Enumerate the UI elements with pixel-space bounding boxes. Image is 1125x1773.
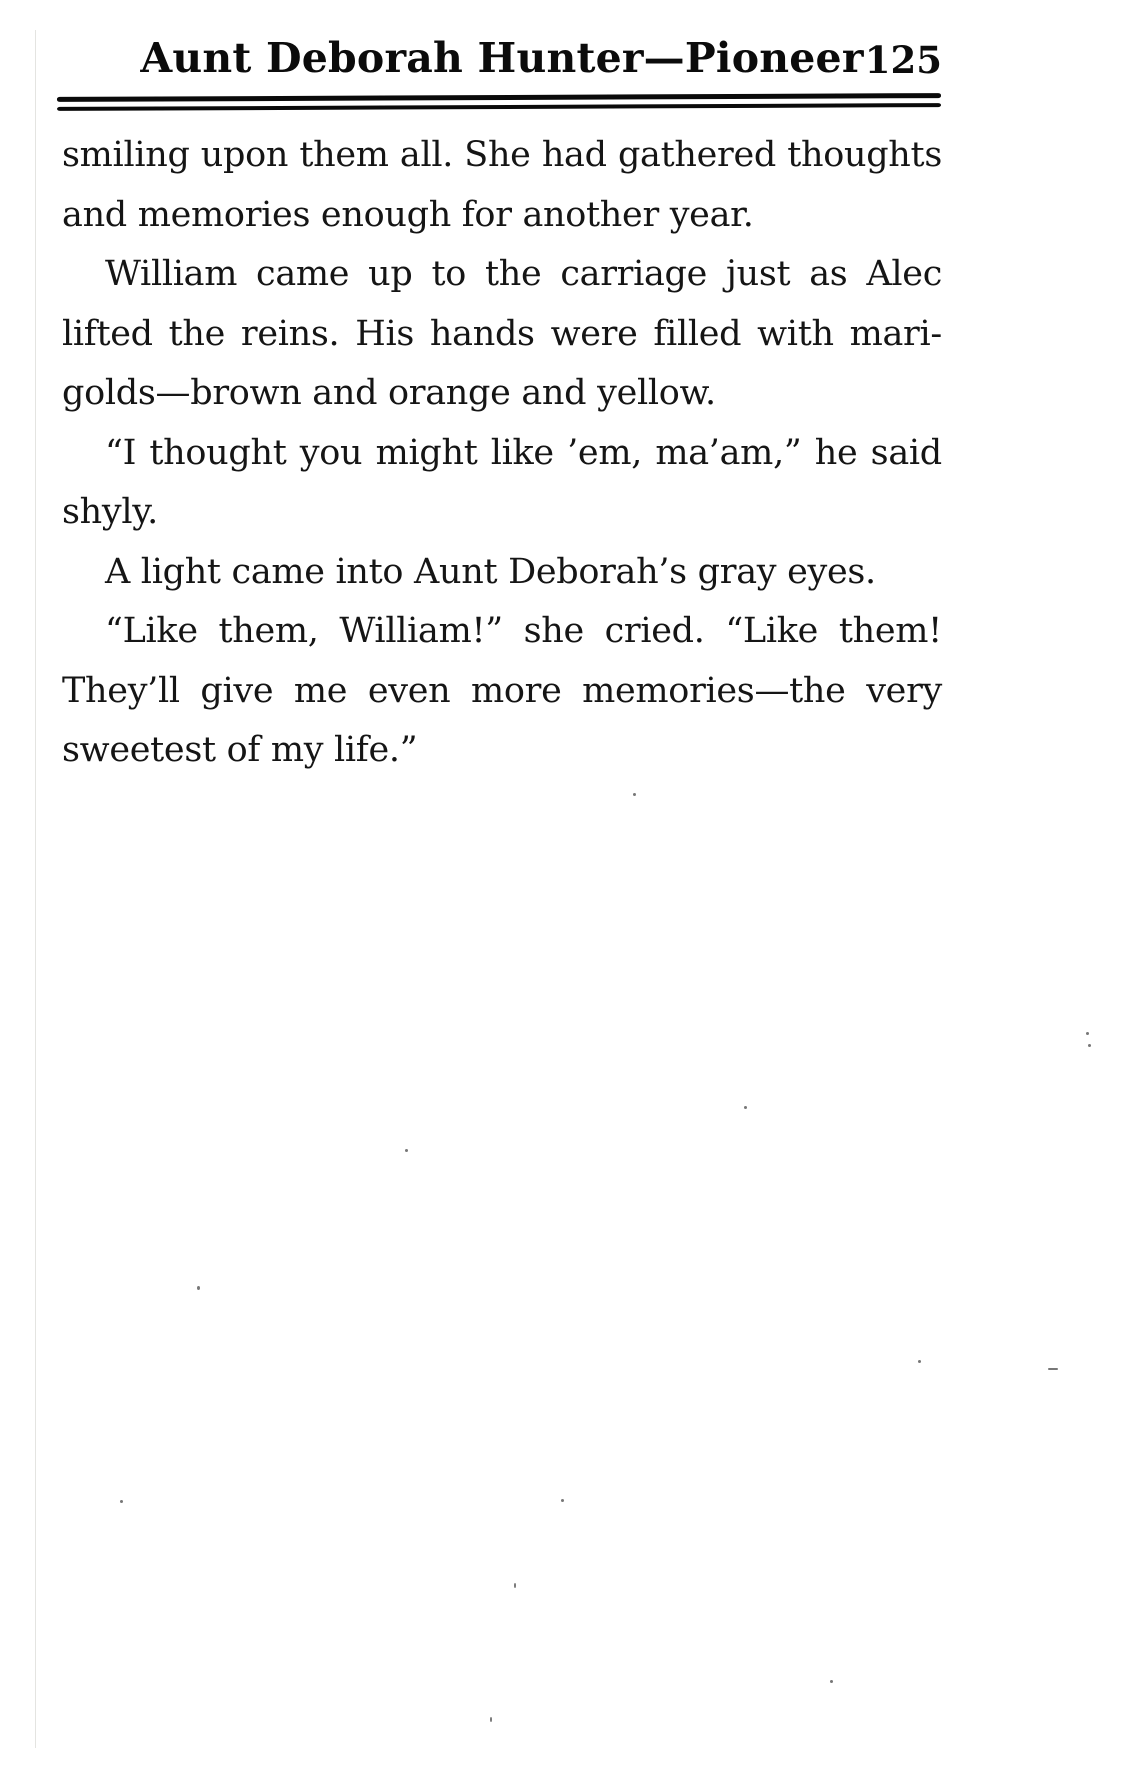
text-line — [62, 602, 942, 662]
word: “Like — [725, 611, 819, 651]
text-line: A light came into Aunt Deborah’s gray eyes. — [105, 551, 876, 592]
scan-speck — [1048, 1368, 1058, 1370]
word: as — [809, 254, 848, 294]
word: them, — [218, 611, 319, 651]
word: to — [431, 254, 467, 294]
word: give — [200, 670, 274, 711]
word: reins. — [240, 313, 340, 354]
page-body — [62, 126, 942, 781]
word: with — [757, 313, 834, 354]
rule-top — [57, 93, 941, 102]
scan-speck — [490, 1717, 492, 1722]
word: cried. — [604, 611, 705, 651]
text-line: golds—brown and orange and yellow. — [62, 373, 716, 413]
word: ’em, — [567, 432, 643, 473]
rule-bottom — [57, 103, 941, 111]
word: the — [168, 313, 226, 354]
word: William — [105, 254, 238, 294]
double-rule — [57, 93, 941, 111]
word: They’ll — [62, 670, 180, 711]
scan-speck — [120, 1500, 123, 1503]
scan-speck — [405, 1149, 408, 1152]
page-number: 125 — [864, 38, 942, 82]
scan-speck — [744, 1106, 747, 1109]
word: me — [293, 670, 348, 711]
word: mari- — [849, 313, 942, 354]
running-title: Aunt Deborah Hunter—Pioneer — [140, 34, 864, 82]
word: She — [464, 135, 531, 175]
word: said — [870, 432, 942, 473]
word: memories—the — [582, 670, 846, 711]
scan-speck — [197, 1286, 200, 1290]
word: thought — [149, 432, 287, 473]
word: filled — [653, 313, 742, 354]
word: hands — [429, 313, 535, 354]
word: ma’am,” — [655, 432, 802, 473]
text-line — [62, 305, 942, 365]
scan-speck — [1086, 1032, 1089, 1035]
word: “Like — [105, 611, 198, 651]
word: upon — [200, 135, 289, 175]
scan-speck — [561, 1499, 564, 1502]
word: thoughts — [787, 135, 942, 175]
word: had — [541, 135, 607, 175]
word: “I — [105, 432, 137, 473]
word: might — [375, 432, 478, 473]
word: even — [367, 670, 451, 711]
word: gathered — [617, 135, 776, 175]
text-line — [62, 662, 942, 722]
scan-speck — [918, 1360, 921, 1363]
word: them — [299, 135, 389, 175]
word: were — [550, 313, 638, 354]
word: more — [470, 670, 562, 711]
word: like — [490, 432, 554, 473]
text-line: and memories enough for another year. — [62, 194, 754, 235]
word: just — [726, 254, 791, 294]
page-header — [62, 34, 942, 88]
word: His — [355, 313, 415, 354]
text-line — [62, 245, 942, 305]
text-line: shyly. — [62, 492, 158, 532]
text-line — [62, 424, 942, 484]
word: Alec — [866, 254, 942, 294]
scan-speck — [633, 793, 636, 796]
scan-speck — [830, 1680, 833, 1683]
scan-speck — [514, 1583, 516, 1588]
text-line — [62, 126, 942, 186]
word: the — [484, 254, 542, 294]
word: you — [299, 432, 363, 473]
scan-gutter-line — [35, 30, 36, 1748]
text-line: sweetest of my life.” — [62, 730, 418, 770]
scan-speck — [1088, 1044, 1091, 1047]
word: lifted — [62, 313, 153, 354]
word: up — [368, 254, 413, 294]
word: them! — [838, 611, 942, 651]
word: he — [814, 432, 858, 473]
word: very — [866, 670, 942, 711]
word: she — [523, 611, 584, 651]
word: all. — [399, 135, 454, 175]
word: carriage — [560, 254, 708, 294]
word: smiling — [62, 135, 190, 175]
word: came — [256, 254, 350, 294]
word: William!” — [339, 611, 503, 651]
